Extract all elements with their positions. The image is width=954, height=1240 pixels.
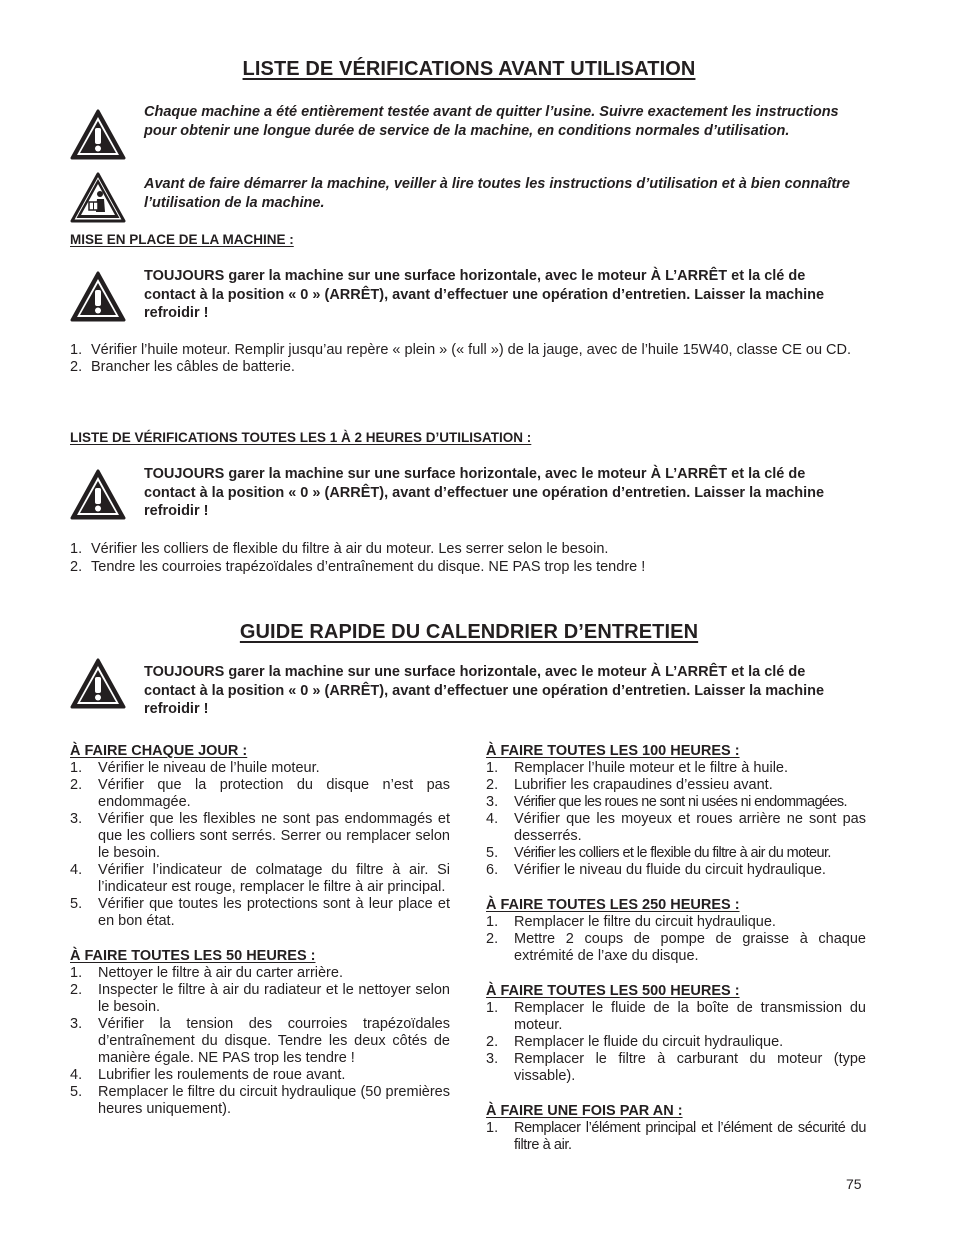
- intro-warning-text: Chaque machine a été entièrement testée avant de quitter l’usine. Suivre exactement les instructions pour obtenir une longue durée de service de la machine, en conditions normales d’utilisation.: [144, 104, 839, 139]
- list-item: 1. Remplacer l’huile moteur et le filtre à huile.: [486, 760, 789, 776]
- warning-triangle-icon: [70, 271, 126, 327]
- yearly-list: [486, 1120, 866, 1154]
- warning-triangle-icon: [70, 658, 126, 714]
- h50-label: À FAIRE TOUTES LES 50 HEURES :: [70, 948, 316, 964]
- h500-list: [486, 1000, 866, 1085]
- yearly-label: À FAIRE UNE FOIS PAR AN :: [486, 1103, 683, 1119]
- list-item: 3. Remplacer le filtre à carburant du moteur (type vissable).: [486, 1051, 866, 1084]
- schedule-left-column: [70, 743, 450, 1136]
- list-item: 6. Vérifier le niveau du fluide du circuit hydraulique.: [486, 862, 826, 878]
- list-item: 4. Lubrifier les roulements de roue avant.: [70, 1067, 346, 1083]
- h100-label: À FAIRE TOUTES LES 100 HEURES :: [486, 743, 740, 759]
- setup-warning-text: TOUJOURS garer la machine sur une surface horizontale, avec le moteur À L’ARRÊT et la clé de contact à la position « 0 » (ARRÊT), avant d’effectuer une opération d’entretien. Laisser la machine refroidir !: [144, 268, 825, 321]
- h50-list: [70, 965, 450, 1118]
- h100-list: [486, 760, 866, 879]
- list-item: 2. Mettre 2 coups de pompe de graisse à chaque extrémité de l’axe du disque.: [486, 931, 866, 964]
- hourly-section-label: LISTE DE VÉRIFICATIONS TOUTES LES 1 À 2 HEURES D’UTILISATION :: [70, 430, 532, 445]
- hourly-warning-text: TOUJOURS garer la machine sur une surface horizontale, avec le moteur À L’ARRÊT et la clé de contact à la position « 0 » (ARRÊT), avant d’effectuer une opération d’entretien. Laisser la machine refroidir !: [144, 466, 825, 519]
- h250-list: [486, 914, 866, 965]
- h250-label: À FAIRE TOUTES LES 250 HEURES :: [486, 897, 740, 913]
- hourly-warning: [70, 465, 860, 523]
- list-item: 1. Vérifier le niveau de l’huile moteur.: [70, 760, 320, 776]
- intro-warning: [70, 103, 860, 163]
- list-item: 1. Remplacer l’élément principal et l’élément de sécurité du filtre à air.: [486, 1120, 866, 1153]
- setup-warning: [70, 267, 860, 325]
- list-item: 2. Inspecter le filtre à air du radiateur et le nettoyer selon le besoin.: [70, 982, 450, 1015]
- list-item: 3. Vérifier que les roues ne sont ni usées ni endommagées.: [486, 794, 847, 810]
- schedule-warning: [70, 663, 860, 721]
- schedule-warning-text: TOUJOURS garer la machine sur une surface horizontale, avec le moteur À L’ARRÊT et la clé de contact à la position « 0 » (ARRÊT), avant d’effectuer une opération d’entretien. Laisser la machine refroidir !: [144, 664, 825, 717]
- list-item: 2. Tendre les courroies trapézoïdales d’entraînement du disque. NE PAS trop les tendre !: [70, 559, 646, 575]
- daily-list: [70, 760, 450, 930]
- list-item: 1. Vérifier l’huile moteur. Remplir jusqu’au repère « plein » (« full ») de la jauge, avec de l’huile 15W40, classe CE ou CD.: [70, 342, 852, 358]
- warning-triangle-icon: [70, 109, 126, 165]
- list-item: 1. Remplacer le filtre du circuit hydraulique.: [486, 914, 776, 930]
- h500-label: À FAIRE TOUTES LES 500 HEURES :: [486, 983, 740, 999]
- list-item: 2. Brancher les câbles de batterie.: [70, 359, 295, 375]
- page-number: 75: [846, 1176, 862, 1192]
- list-item: 4. Vérifier que les moyeux et roues arrière ne sont pas desserrés.: [486, 811, 866, 844]
- list-item: 2. Lubrifier les crapaudines d’essieu avant.: [486, 777, 773, 793]
- list-item: 1. Vérifier les colliers de flexible du filtre à air du moteur. Les serrer selon le besoin.: [70, 541, 609, 557]
- setup-section-label: MISE EN PLACE DE LA MACHINE :: [70, 232, 294, 247]
- list-item: 3. Vérifier la tension des courroies trapézoïdales d’entraînement du disque. Tendre les deux côtés de manière égale. NE PAS trop les tendre !: [70, 1016, 450, 1066]
- list-item: 2. Vérifier que la protection du disque n’est pas endommagée.: [70, 777, 450, 810]
- schedule-right-column: [486, 743, 866, 1172]
- hourly-list: [70, 540, 860, 576]
- list-item: 4. Vérifier l’indicateur de colmatage du filtre à air. Si l’indicateur est rouge, remplacer le filtre à air principal.: [70, 862, 450, 895]
- manual-notice: [70, 172, 860, 226]
- list-item: 5. Vérifier les colliers et le flexible du filtre à air du moteur.: [486, 845, 831, 861]
- daily-label: À FAIRE CHAQUE JOUR :: [70, 743, 248, 759]
- maintenance-guide-title: GUIDE RAPIDE DU CALENDRIER D’ENTRETIEN: [239, 621, 699, 643]
- list-item: 2. Remplacer le fluide du circuit hydraulique.: [486, 1034, 784, 1050]
- list-item: 1. Remplacer le fluide de la boîte de transmission du moteur.: [486, 1000, 866, 1033]
- setup-list: [70, 342, 860, 376]
- manual-notice-text: Avant de faire démarrer la machine, veiller à lire toutes les instructions d’utilisation et à bien connaître l’utilisation de la machine.: [144, 176, 850, 211]
- list-item: 3. Vérifier que les flexibles ne sont pas endommagés et que les colliers sont serrés. Serrer ou remplacer selon le besoin.: [70, 811, 450, 861]
- read-manual-icon: [70, 172, 126, 228]
- warning-triangle-icon: [70, 469, 126, 525]
- list-item: 1. Nettoyer le filtre à air du carter arrière.: [70, 965, 343, 981]
- list-item: 5. Vérifier que toutes les protections sont à leur place et en bon état.: [70, 896, 450, 929]
- list-item: 5. Remplacer le filtre du circuit hydraulique (50 premières heures uniquement).: [70, 1084, 450, 1117]
- predelivery-checklist-title: LISTE DE VÉRIFICATIONS AVANT UTILISATION: [242, 58, 696, 80]
